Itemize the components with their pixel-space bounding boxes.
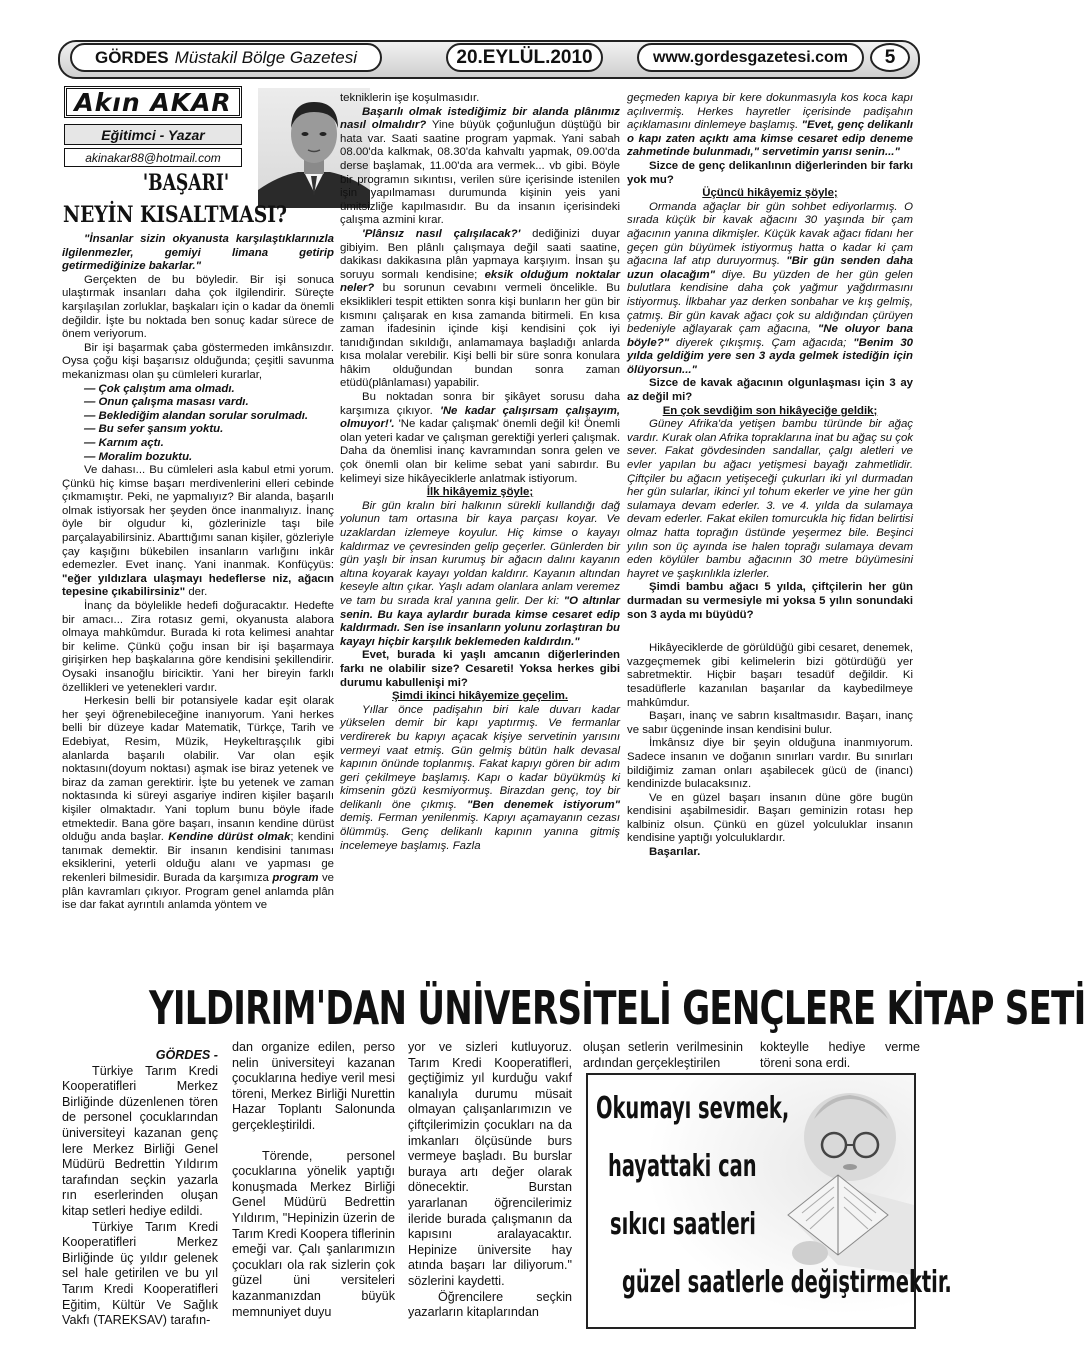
excuse-item: — Çok çalıştım ama olmadı.: [84, 382, 235, 395]
paragraph: Türkiye Tarım Kredi Kooperatifleri Merkez Birliğinde üç yıldır gelenek sel hale getirilen ve bu yıl Tarım Kredi Kooperatifleri Eğitim, Kültür Ve Sağlık Vakfı (TAREKSAV) tarafın-: [62, 1219, 218, 1328]
paragraph: Başarı, inanç ve sabrın kısaltmasıdır. Başarı, inanç ve sabır üçgeninde insan kendisini bulur.: [627, 710, 913, 736]
paragraph: dan organize edilen, perso nelin üniversiteyi kazanan çocuklarına hediye veril mesi töreni, Merkez Birliği Nurettin Hazar Toplantı Salonunda gerçekleştirildi.: [232, 1040, 395, 1132]
story-heading: Şimdi ikinci hikâyemize geçelim.: [392, 690, 568, 703]
article-title-line2: NEYİN KISALTMASI?: [62, 202, 288, 228]
excuse-item: — Bu sefer şansım yoktu.: [84, 423, 224, 436]
paragraph: Bir işi başarmak çaba göstermeden imkânsızdır. Oysa çoğu kişi başarısız olduğunda; çeşitli savunma mekanizması olan şu cümleleri kurarlar,: [62, 341, 334, 381]
newspaper-name[interactable]: [70, 43, 382, 72]
paragraph: Bu noktadan sonra bir şikâyet sorusu daha karşımıza çıkıyor. 'Ne kadar çalışırsam çalışayım, olmuyor!'. 'Ne kadar çalışmak' önemli değil ki! Önemli olan yeteri kadar ve çalışman gerektiği yerleri çalışmak. Daha da önemlisi inanç kavramından sonra gelen ve çok önemli olan bir kelime sebat yani sabırdır. Bu kelimeyi size hikâyeciklerle anlatmak istiyorum.: [340, 391, 620, 485]
paragraph: kokteylle hediye verme töreni sona erdi.: [760, 1040, 920, 1070]
paragraph: Gerçekten de bu böyledir. Bir işi sonuca ulaştırmak insanları daha çok ilgilendirir. Süreçte karşılaşılan zorluklar, başkaları için o kadar da önemli değildir. İşte bu noktada ben sonuç kadar sürece de önem veriyorum.: [62, 273, 334, 341]
quote-line-4: güzel saatlerle değiştirmektir.: [622, 1265, 952, 1300]
quote-line-2: hayattaki can: [608, 1149, 757, 1184]
story: Güney Afrika'da yetişen bambu türünde bir ağaç vardır. Kurak olan Afrika topraklarına inat bu ağaç su çok sever. Fakat gövdesinden sandallar, çalgı aletleri ve evler yapılan bu ağacı yetişmesi bayağı zahmetlidir. Çiftçiler bu ağacın yetişeceği çukurları iki yıl durmadan her gün sularlar, ikinci yıl tohum ekerler ve yine her gün sulamaya devam ederler. 3. ve 4. yılda da sulamaya devam ederler. Fakat ekilen tomurcukla hiç fidan belirtisi olmaz hatta toprağın üstünde yeşermez bile. Beşinci yılın son üç ayında ise halen toprağı sulamaya devam eden köylüler bambu ağacının 30 metre büyümesini hayret ve şaşkınlıkla izlerler.: [627, 418, 913, 580]
article-column-1: [62, 233, 334, 913]
story-heading: Üçüncü hikâyemiz şöyle;: [702, 187, 838, 200]
news-headline: YILDIRIM'DAN ÜNİVERSİTELİ GENÇLERE KİTAP SETİ: [148, 981, 1086, 1035]
excuse-item: — Moralim bozuktu.: [84, 450, 193, 463]
paragraph: İnanç da böylelikle hedefi doğuracaktır. Hedefte bir amacı... Zira rotasız gemi, okyanusta alabora olmaya mahkûmdur. Burada ki rota kelimesi anahtar bir kelime. Çünkü çoğu insan bir işi başarmaya girişirken hep başkalarına göre kendisini şekillendirir. Oysaki insanoğlu biriciktir. Yani her bireyin farklı özellikleri ve yetenekleri vardır.: [62, 600, 334, 694]
quote-line-1: Okumayı sevmek,: [596, 1091, 790, 1126]
paragraph: İmkânsız diye bir şeyin olduğuna inanmıyorum. Sadece insanın ve doğanın sınırları vardır. Bu sınırları bildiğimiz zaman onları aşabilecek gücü de (inancı) kendinizde bulacaksınız.: [627, 737, 913, 791]
question: Evet, burada ki yaşlı amcanın diğerlerinden farkı ne olabilir size? Cesareti! Yoksa herkes gibi durumu kabullenişi mi?: [340, 649, 620, 689]
issue-date: 20.EYLÜL.2010: [446, 43, 603, 72]
question: Sizce de kavak ağacının olgunlaşması için 3 ay az değil mi?: [627, 377, 913, 404]
brand-bold: GÖRDES: [94, 47, 169, 67]
news-column-2: [232, 1040, 395, 1320]
epigraph: "İnsanlar sizin okyanusta karşılaştıklarınızla ilgilenmezler, gemiyi limana getirip getirmediğinize bakarlar.": [62, 233, 334, 273]
excuse-item: — Karnım açtı.: [84, 436, 164, 449]
article-title-line1: 'BAŞARI': [142, 170, 230, 196]
story: Yıllar önce padişahın biri kale duvarı kadar yükselen demir bir kapı yaptırmış. Ve fermanlar verdirerek bu kapıyı açacak kişiye servetinin yarısını vermeyi vaat etmiş. Gün gelmiş bütün halk devasal kapının önünde toplanmış. Fakat kapıyı gören bir adım geri çekilmeye başlamış. Kapı o kadar büyükmüş ki kimsenin gözü kesmiyormuş. Birazdan genç, toy bir delikanlı öne çıkmış. "Ben denemek istiyorum" demiş. Ferman yenilenmiş. Kapıyı açamayanın cezası ölümmüş. Genç delikanlı kapının yanına gitmiş incelemeye başlamış. Fazla: [340, 703, 620, 852]
article-column-2: [340, 92, 620, 853]
paragraph: oluşan setlerin verilmesinin ardından gerçekleştirilen: [583, 1040, 743, 1070]
story: geçmeden kapıya bir kere dokunmasıyla kos koca kapı açılıvermiş. Herkes hayretler içerisinde padişahın açıklamasını dinlemeye başlamış. "Evet, genç delikanlı o kapı zaten açıktı ama kimse cesaret edip deneme zahmetinde bulunmadı," servetimin yarısı senin...": [627, 92, 914, 159]
question: Şimdi bambu ağacı 5 yılda, çiftçilerin her gün durmadan su vermesiyle mi yoksa 5 yılın sonundaki son 3 ayda mı büyüdü?: [627, 581, 913, 621]
story-heading: En çok sevdiğim son hikâyeciğe geldik;: [662, 404, 878, 417]
author-role: Eğitimci - Yazar: [64, 124, 242, 145]
paragraph: Ve dahası... Bu cümleleri asla kabul etmi yorum. Çünkü hiç kimse başarı merdivenlerini elleri cebinde çıkmamıştır. Peki, ne yapmalıyız? Bir alanda, başarılı olmak istiyorsak her şeyden önce inanmalıyız. İnanç öyle bir olgudur ki, gözlerinizle taşı bile parçalayabilirsiniz. Abarttığımı sanan kişiler, gözleriyle çay kaşığını bükebilen insanların varlığını inkâr edemezler. Evet inanç. Yani inanmak. Konfüçyüs: "eğer yıldızlara ulaşmayı hedeflerse niz, ağacın tepesine çıkabilirsiniz" der.: [62, 464, 334, 599]
dateline: GÖRDES -: [155, 1048, 218, 1062]
author-email[interactable]: akinakar88@hotmail.com: [64, 148, 242, 167]
paragraph: Hikâyeciklerde de görüldüğü gibi cesaret, denemek, vazgeçmemek gibi kelimelerin bizi götürdüğü yer sabretmektir. Hiçbir başarı tesadüf değildir. Ki tesadüflerle kazanılan başarılar da kaybedilmeye mahkûmdur.: [627, 642, 913, 709]
page-number: 5: [870, 43, 910, 72]
reading-quote-box: [586, 1073, 952, 1329]
story: Ormanda ağaçlar bir gün sohbet ediyorlarmış. O sırada küçük bir kavak ağacını 30 yaşında bir çam ağacının yanına dikmişler. Küçük kavak ağacı fidanı her geçen gün büyümek istiyormuş hatta o kadar ki çam ağacına laf atıp duruyormuş. "Bir gün senden daha uzun olacağım" diye. Bu yüzden de her gün gelen bulutlara kendisine daha çok yağmur yağdırmasını istiyormuş. İlkbahar yaz derken sonbahar ve kış gelmiş, çatmış. Bir gün kavak ağacı çok su aldığından çürüyen bedeniyle ağlayarak çam ağacına, "Ne oluyor bana böyle?" diyerek çıkışmış. Çam ağacıda; "Benim 30 yılda geldiğim yere sen 3 ayda gelmek istediğin için ölüyorsun...": [627, 200, 914, 376]
signoff: Başarılar.: [649, 846, 701, 859]
paragraph: Ve en güzel başarı insanın düne göre bugün kendisini aşabilmesidir. Başarı geminizin rotası hep kalbiniz olsun. Çünkü en güzel yolculuklar insanın kendisine yaptığı yolculuklardır.: [627, 791, 913, 845]
story: Bir gün kralın biri halkının sürekli kullandığı dağ yolunun tam ortasına bir kaya parçası koyar. Ve uzaklardan izlemeye koyulur. Hiç kimse o kayayı kaldırmaz ve çevresinden gelip geçerler. Günlerden bir gün yaşlı bir insan kurumuş bir ağacın dalını kayanın altına koyarak kayayı yoldan kaldırır. Kayanın altından keseyle altın çıkar. Yaşlı adam olanlara anlam veremez ve tam bu sırada kral yanına gelir. Der ki: "O altınlar senin. Bu kaya aylardır burada kimse cesaret edip kaldırmadı. Sen ise insanların yolunu zorlaştıran bu kayayı hiçbir karşılık beklemeden kaldırdın.": [340, 499, 620, 648]
paragraph: Türkiye Tarım Kredi Kooperatifleri Merkez Birliğinde düzenlenen tören de personel çocuklarından üniversiteyi kazanan genç lere Merkez Birliği Genel Müdürü Bedrettin Yıldırım tarafından seçkin yazarla rın eserlerinden oluşan kitap setleri hediye edildi.: [62, 1063, 218, 1218]
paragraph: Öğrencilere seçkin yazarların kitaplarından: [408, 1289, 572, 1320]
news-column-3: [408, 1040, 572, 1321]
excuse-item: — Onun çalışma masası vardı.: [84, 396, 249, 409]
question: Sizce de genç delikanlının diğerlerinden bir farkı yok mu?: [627, 159, 913, 186]
paragraph: 'Plânsız nasıl çalışılacak?' dediğinizi duyar gibiyim. Ben plânlı çalışmaya değil saati saatine, dakikası dakikasına plân yapmaya karşıyım. İnsan şu soruyu sormalı kendisine; eksik olduğum noktalar neler? bu sorunun cevabını vermeli öncelikle. Bu eksiklikleri tespit ettikten sonra kişi bunların her gün bir kısmını çalışarak en kısa zamanda bitirmeli. En kısa zaman ifadesinin içinde kişi kendisini çok iyi tanıdığından sıkıldığı, anlamamaya başladığı anlarda kısa molalar verebilir. Kişi belli bir süre sonra konulara hâkim olduğundan bundan sonra zaman etüdü(plânlaması) yapabilir.: [340, 227, 620, 390]
news-column-1: [62, 1048, 218, 1329]
paragraph: tekniklerin işe koşulmasıdır.: [340, 92, 480, 104]
story-heading: İlk hikâyemiz şöyle;: [426, 486, 534, 499]
paragraph: yor ve sizleri kutluyoruz. Tarım Kredi Kooperatifleri, geçtiğimiz yıl kurduğu vakıf kanalıyla durumu müsait olmayan çalışanlarımızın ve çiftçilerimizin çocukları na da imkanları ölçüsünde burs vermeye başladı. Bu burslar buraya artı değer olarak dönecektir. Burstan yararlanan öğrencilerimiz ileride burada çalışmanın da kapısını aralayacaktır. Hepinize üniversite hay atında başarı lar diliyorum." sözlerini kaydetti.: [408, 1040, 572, 1288]
brand-italic: Müstakil Bölge Gazetesi: [174, 47, 358, 67]
website-link[interactable]: www.gordesgazetesi.com: [637, 43, 864, 72]
excuse-item: — Beklediğim alandan sorular sorulmadı.: [84, 409, 309, 422]
news-column-4: [583, 1040, 743, 1071]
author-name: Akın AKAR: [64, 86, 242, 118]
quote-line-3: sıkıcı saatleri: [610, 1207, 756, 1242]
paragraph: Törende, personel çocuklarına yönelik yaptığı konuşmada Merkez Birliği Genel Müdürü Bedrettin Yıldırım, "Hepinizin üzerin de Tarım Kredi Koopera tiflerinin emeği var. Çalı şanlarımızın çocukları ola rak sizlerin çok güzel üni versiteleri kazanmanızdan büyük memnuniyet duyu: [232, 1148, 395, 1319]
article-column-3: [627, 92, 913, 860]
paragraph: Başarılı olmak istediğimiz bir alanda plânımız nasıl olmalıdır? Yine büyük çoğunluğun düştüğü bir hata var. Saati saatine program yapmak. Yani sabah 08.00'da kalkmak, 08.30'da kahvaltı yapmak, 09.00'da derse başlamak, 11.00'da ara vermek... vb gibi. Böyle bir programın sıkıntısı, verilen süre içerisinde istenilen işin yapılmaması durumunda kişinin yeis yani ümitsizliğe kapılmasıdır. Bu da insanın içerisindeki çalışma azmini kırar.: [340, 105, 620, 227]
paragraph: Herkesin belli bir potansiyele kadar eşit olarak her şeyi öğrenebileceğine inanıyorum. Yani herkes belli bir düzeye kadar Matematik, Türkçe, Tarih ve Edebiyat, Resim, Müzik, Heykeltıraşçılık gibi alanlarda başarılı olabilir. Var olan eşik noktasını(doyum noktası) aşmak ise biraz yetenek ve biraz da zaman gerektirir. İşte bu yetenek ve zaman noktasında ki süreyi asgariye indiren kişiler başarılı kişiler olmaktadır. Yani toplum bunu böyle ifade etmektedir. Bana göre başarı, insanın kendine dürüst olduğu anda başlar. Kendine dürüst olmak; kendini tanımak demektir. Bir insanın kendisini tanıması eksiklerini, yeterli olduğu alanı ve yapması ge rekenleri bilmesidir. Burada da karşımıza program ve plân kavramları çıkıyor. Program genel anlamda plân ise dar fakat ayrıntılı anlamda yöntem ve: [62, 695, 335, 912]
news-column-5: [760, 1040, 920, 1071]
